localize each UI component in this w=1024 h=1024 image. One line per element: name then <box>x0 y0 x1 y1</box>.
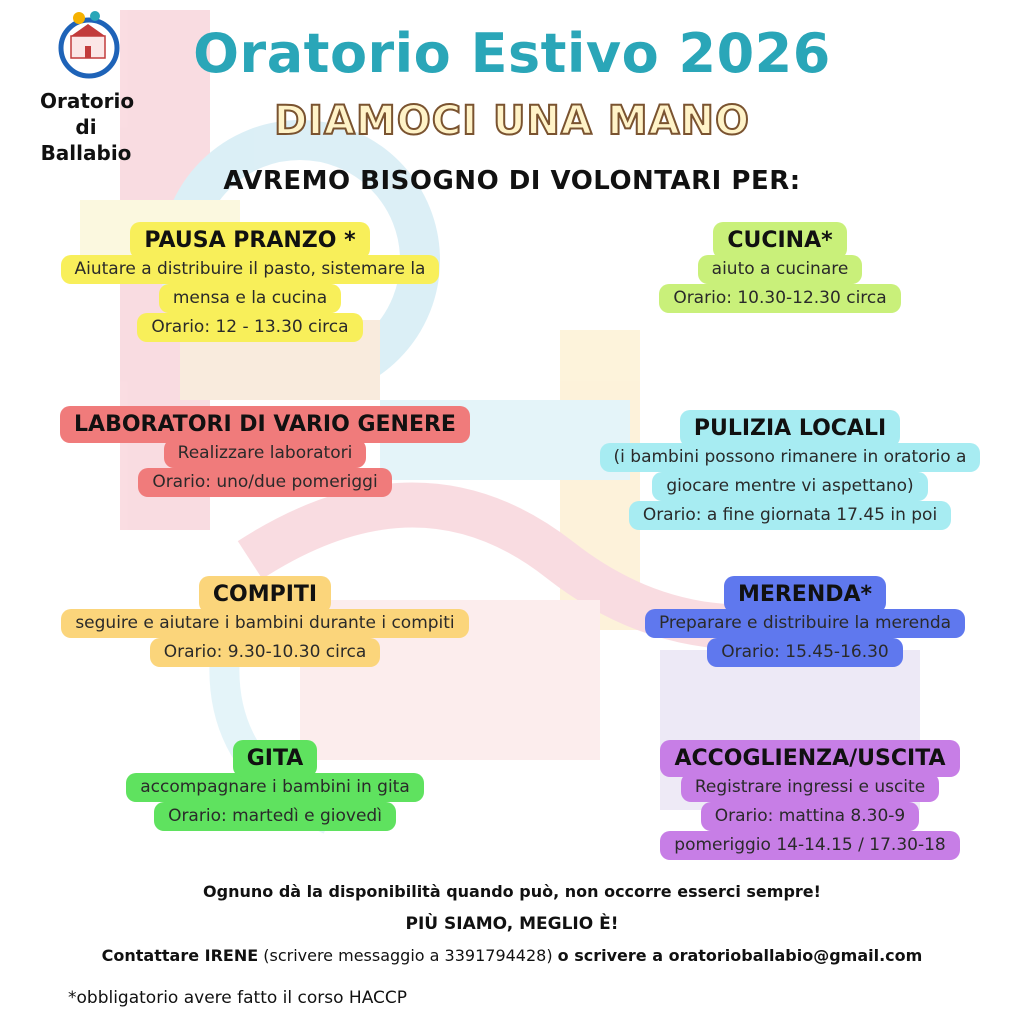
contact-phone: (scrivere messaggio a 3391794428) <box>258 946 558 965</box>
card-title: ACCOGLIENZA/USCITA <box>660 740 959 777</box>
card-title: LABORATORI DI VARIO GENERE <box>60 406 470 443</box>
card-line: Orario: 15.45-16.30 <box>707 638 903 667</box>
contact-line <box>0 946 1024 965</box>
card-line: mensa e la cucina <box>159 284 341 313</box>
card-line: Orario: 9.30-10.30 circa <box>150 638 381 667</box>
card-line: (i bambini possono rimanere in oratorio a <box>600 443 981 472</box>
card-cucina <box>610 222 950 313</box>
page-subtitle: DIAMOCI UNA MANO <box>273 98 751 144</box>
card-line: seguire e aiutare i bambini durante i compiti <box>61 609 468 638</box>
page-title: Oratorio Estivo 2026 <box>193 22 831 85</box>
card-line: Orario: mattina 8.30-9 <box>701 802 919 831</box>
card-line: Registrare ingressi e uscite <box>681 773 939 802</box>
contact-email: o scrivere a oratorioballabio@gmail.com <box>557 946 923 965</box>
card-title: GITA <box>233 740 318 777</box>
card-title: MERENDA* <box>724 576 886 613</box>
logo-line-1: Oratorio <box>40 89 135 113</box>
card-title: PAUSA PRANZO * <box>130 222 369 259</box>
card-line: Orario: martedì e giovedì <box>154 802 396 831</box>
availability-note: Ognuno dà la disponibilità quando può, non occorre esserci sempre! <box>203 882 821 901</box>
card-line: Aiutare a distribuire il pasto, sistemare la <box>61 255 440 284</box>
haccp-note: *obbligatorio avere fatto il corso HACCP <box>68 988 408 1008</box>
card-title: CUCINA* <box>713 222 846 259</box>
card-line: accompagnare i bambini in gita <box>126 773 424 802</box>
card-gita <box>90 740 460 831</box>
card-line: Orario: a fine giornata 17.45 in poi <box>629 501 951 530</box>
card-line: aiuto a cucinare <box>698 255 863 284</box>
card-compiti <box>20 576 510 667</box>
card-line: Orario: 10.30-12.30 circa <box>659 284 900 313</box>
card-accoglienza-uscita <box>630 740 990 860</box>
contact-name: Contattare IRENE <box>101 946 259 965</box>
logo-line-2: di Ballabio <box>40 115 132 165</box>
card-line: pomeriggio 14-14.15 / 17.30-18 <box>660 831 959 860</box>
card-laboratori <box>40 406 490 497</box>
card-line: Realizzare laboratori <box>164 439 367 468</box>
section-heading: AVREMO BISOGNO DI VOLONTARI PER: <box>223 166 801 196</box>
card-line: Orario: 12 - 13.30 circa <box>137 313 362 342</box>
card-line: Preparare e distribuire la merenda <box>645 609 965 638</box>
motto: PIÙ SIAMO, MEGLIO È! <box>405 914 619 934</box>
card-title: PULIZIA LOCALI <box>680 410 900 447</box>
card-line: Orario: uno/due pomeriggi <box>138 468 391 497</box>
card-pulizia-locali <box>570 410 1010 530</box>
card-merenda <box>610 576 1000 667</box>
card-title: COMPITI <box>199 576 331 613</box>
card-line: giocare mentre vi aspettano) <box>652 472 927 501</box>
card-pausa-pranzo <box>30 222 470 342</box>
